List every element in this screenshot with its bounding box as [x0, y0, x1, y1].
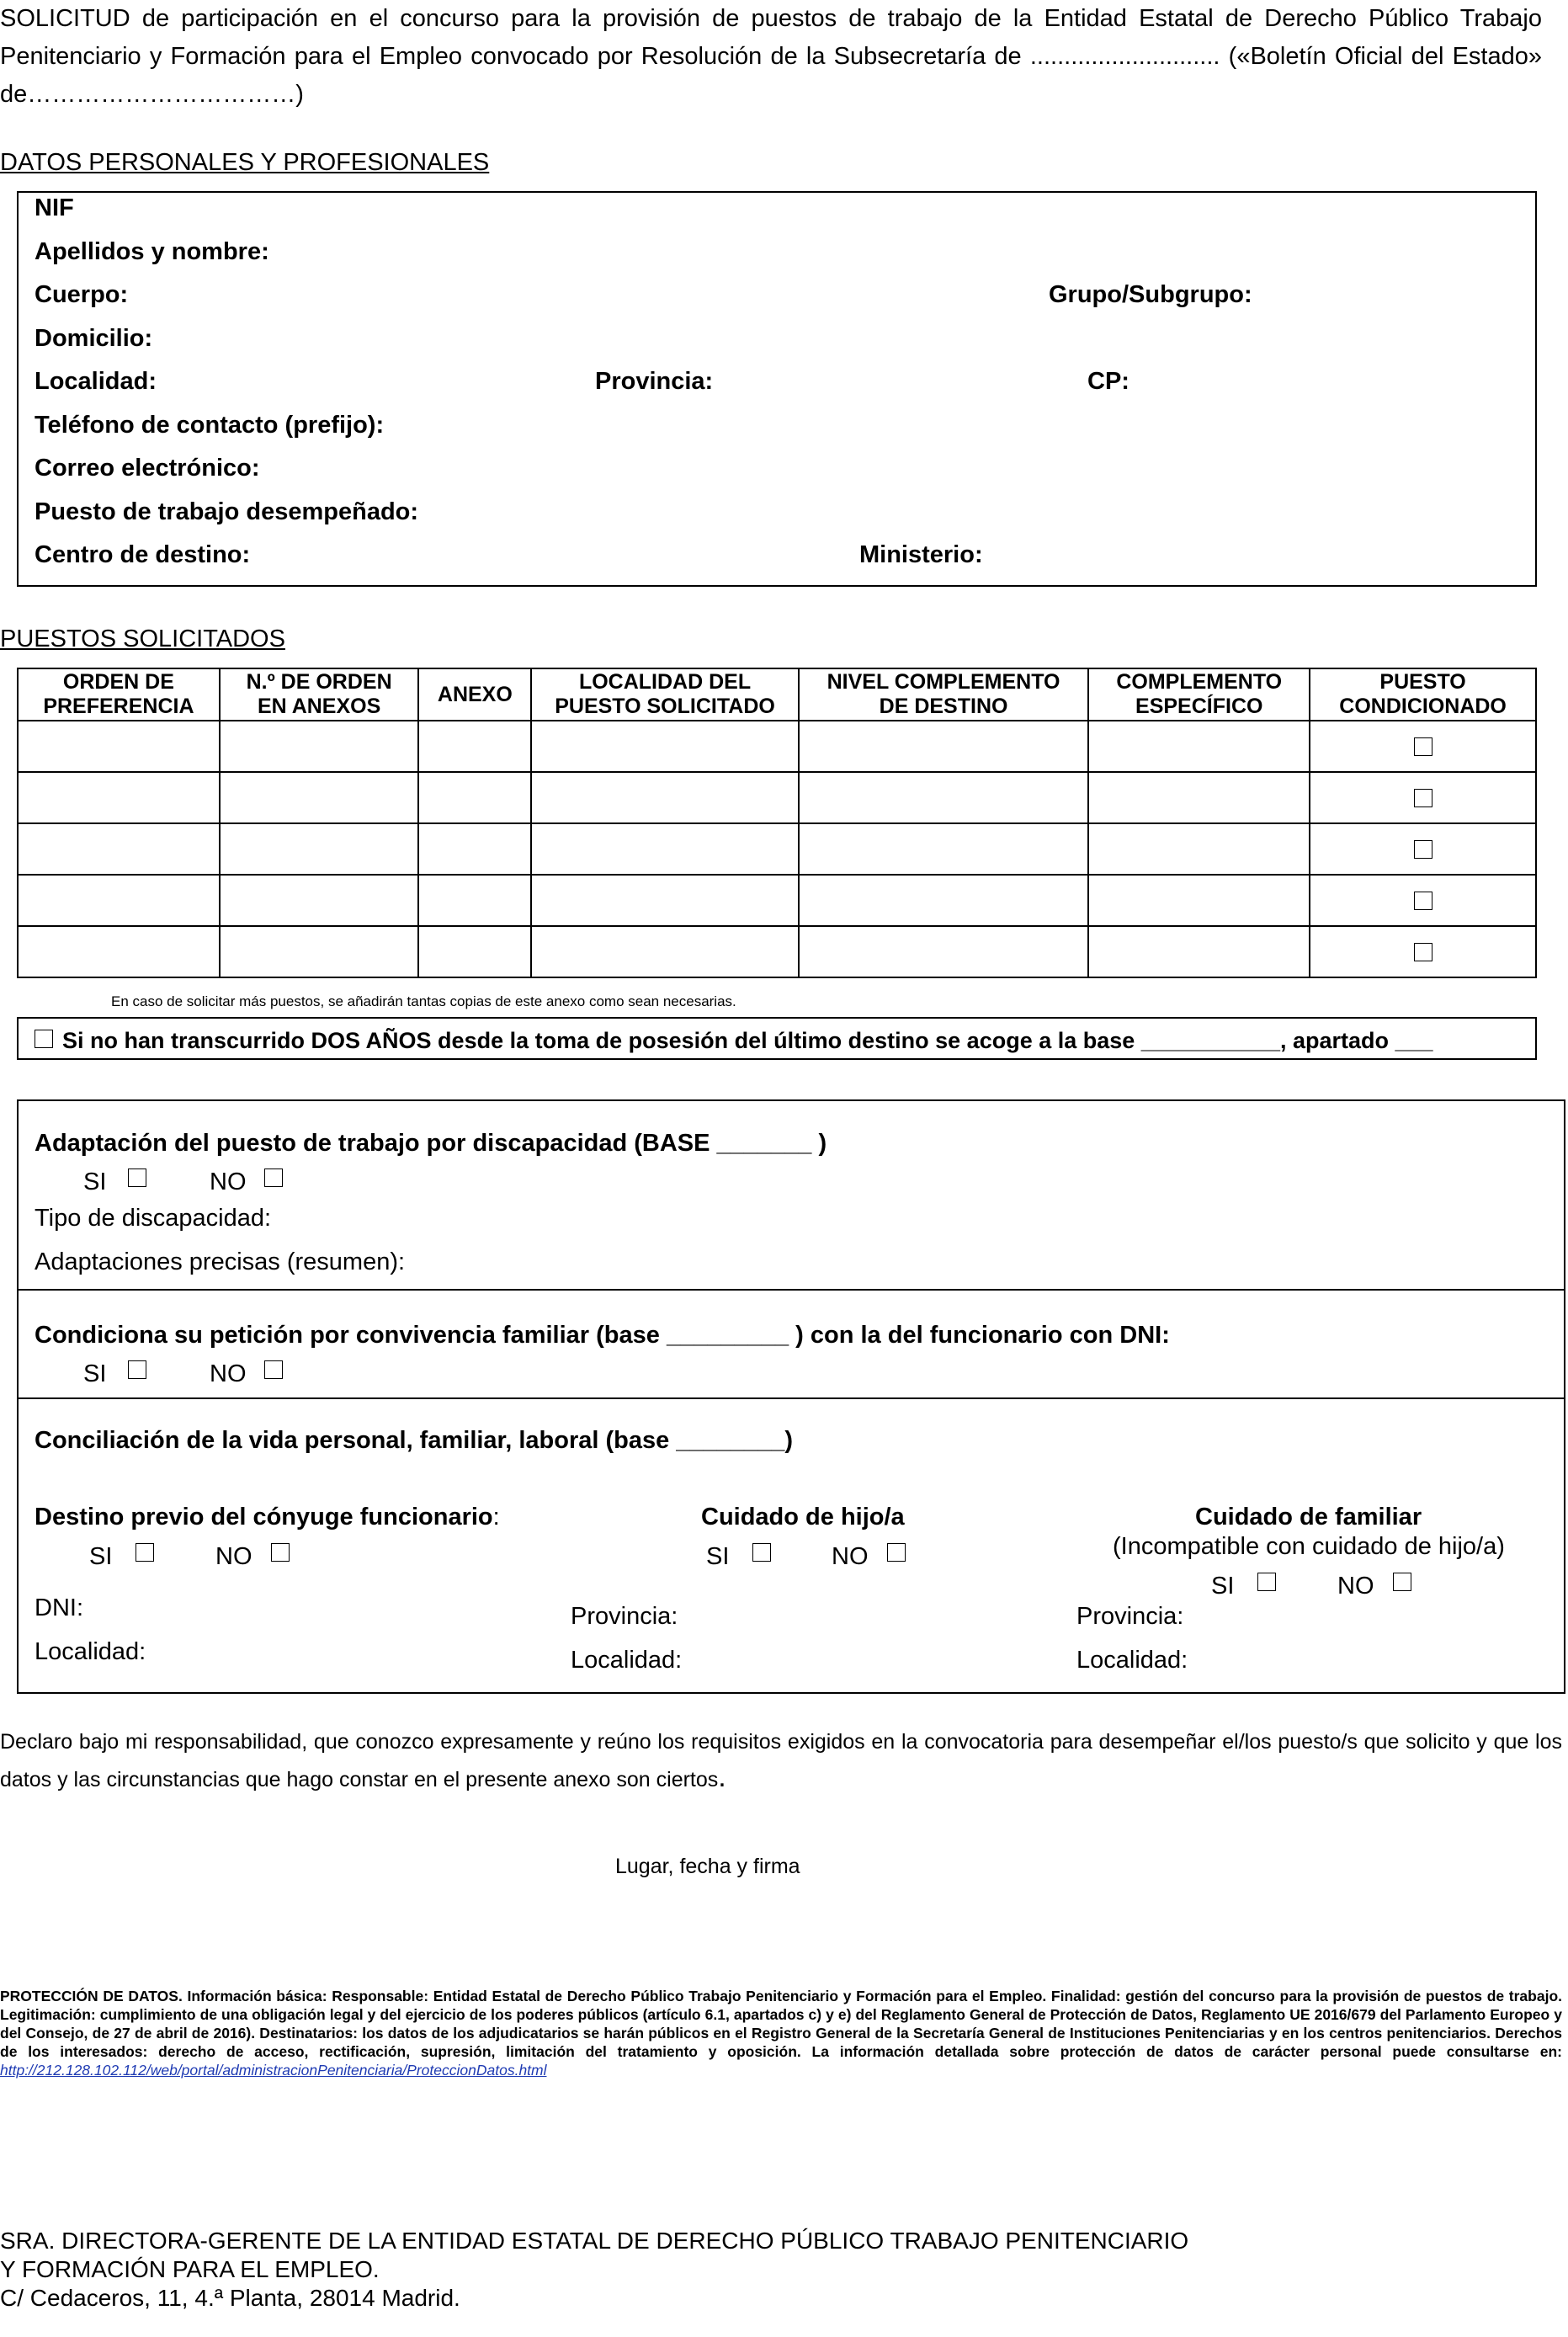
condicionado-checkbox[interactable]	[1414, 789, 1432, 807]
apellidos-label: Apellidos y nombre:	[35, 238, 269, 265]
familiar-localidad-label: Localidad:	[1076, 1647, 1188, 1674]
table-row	[18, 721, 1536, 772]
cell-especifico[interactable]	[1088, 875, 1310, 926]
intro-text-2: («Boletín Oficial del Estado» de……………………………)	[0, 43, 1542, 108]
divider-line	[17, 1017, 1537, 1019]
header-complemento-especifico: COMPLEMENTO ESPECÍFICO	[1088, 668, 1310, 721]
recipient-address	[0, 2227, 1188, 2313]
conyuge-si-checkbox[interactable]	[136, 1543, 154, 1562]
condicionado-checkbox[interactable]	[1414, 892, 1432, 910]
convivencia-no-label: NO	[210, 1360, 247, 1387]
adaptacion-si-label: SI	[83, 1168, 107, 1195]
cell-n-orden[interactable]	[220, 926, 419, 977]
puestos-section-title: PUESTOS SOLICITADOS	[0, 626, 285, 652]
table-header-row	[18, 668, 1536, 721]
cell-n-orden[interactable]	[220, 875, 419, 926]
divider-line	[17, 1397, 1565, 1399]
data-protection-notice: PROTECCIÓN DE DATOS. Información básica: Responsable: Entidad Estatal de Derecho Público Trabajo Penitenciario y Formación para el Empleo. Finalidad: gestión del concurso para la provisión de puestos de trabajo. Legitimación: cumplimiento de una obligación legal y del ejercicio de los poderes públicos (artículo 6.1, apartados c) y e) del Reglamento General de Protección de Datos, Reglamento UE 2016/679 del Parlamento Europeo y del Consejo, de 27 de abril de 2016). Destinatarios: los datos de los adjudicatarios se harán públicos en el Registro General de la Secretaría General de Instituciones Penitenciarias y en los centros penitenciarios. Derechos de los interesados: derecho de acceso, rectificación, supresión, limitación del tratamiento y oposición. La información detallada sobre protección de datos de carácter personal puede consultarse en: http://212.128.102.112/web/portal/administracionPenitenciaria/ProteccionDatos.html	[0, 1988, 1562, 2079]
convivencia-no-checkbox[interactable]	[264, 1360, 283, 1379]
telefono-label: Teléfono de contacto (prefijo):	[35, 412, 385, 439]
familiar-no-label: NO	[1337, 1573, 1374, 1600]
table-row	[18, 875, 1536, 926]
conciliacion-title: Conciliación de la vida personal, familiar, laboral (base ________)	[35, 1427, 793, 1454]
familiar-no-checkbox[interactable]	[1393, 1573, 1411, 1591]
recipient-line-1: SRA. DIRECTORA-GERENTE DE LA ENTIDAD ESTATAL DE DERECHO PÚBLICO TRABAJO PENITENCIARIO	[0, 2228, 1189, 2254]
cell-orden[interactable]	[18, 721, 220, 772]
data-protection-link[interactable]: http://212.128.102.112/web/portal/administracionPenitenciaria/ProteccionDatos.html	[0, 2062, 547, 2079]
cell-nivel[interactable]	[799, 721, 1089, 772]
recipient-line-3: C/ Cedaceros, 11, 4.ª Planta, 28014 Madrid.	[0, 2285, 460, 2311]
convivencia-si-label: SI	[83, 1360, 107, 1387]
cell-orden[interactable]	[18, 875, 220, 926]
tipo-discapacidad-label: Tipo de discapacidad:	[35, 1205, 272, 1232]
header-puesto-condicionado: PUESTO CONDICIONADO	[1310, 668, 1536, 721]
cell-anexo[interactable]	[418, 875, 531, 926]
cell-localidad[interactable]	[531, 875, 799, 926]
cell-especifico[interactable]	[1088, 926, 1310, 977]
table-row	[18, 823, 1536, 875]
divider-line	[17, 1058, 1537, 1060]
adaptaciones-label: Adaptaciones precisas (resumen):	[35, 1248, 406, 1275]
cell-condicionado	[1310, 721, 1536, 772]
adaptacion-si-checkbox[interactable]	[128, 1168, 146, 1187]
intro-paragraph	[0, 0, 1542, 114]
personal-section-title: DATOS PERSONALES Y PROFESIONALES	[0, 149, 490, 176]
cell-anexo[interactable]	[418, 772, 531, 823]
cell-orden[interactable]	[18, 823, 220, 875]
intro-text-1: SOLICITUD de participación en el concurso para la provisión de puestos de trabajo de la Entidad Estatal de Derecho Público Trabajo Penitenciario y Formación para el Empleo convocado por Resolución de la Subsecretaría de ............................	[0, 5, 1542, 70]
convivencia-si-checkbox[interactable]	[128, 1360, 146, 1379]
header-nivel-complemento: NIVEL COMPLEMENTO DE DESTINO	[799, 668, 1089, 721]
condicionado-checkbox[interactable]	[1414, 840, 1432, 859]
cell-orden[interactable]	[18, 926, 220, 977]
cell-anexo[interactable]	[418, 823, 531, 875]
cell-localidad[interactable]	[531, 772, 799, 823]
cell-anexo[interactable]	[418, 721, 531, 772]
adaptacion-no-checkbox[interactable]	[264, 1168, 283, 1187]
condicionado-checkbox[interactable]	[1414, 943, 1432, 961]
convivencia-title: Condiciona su petición por convivencia familiar (base _________ ) con la del funcionario con DNI:	[35, 1322, 1170, 1349]
cell-n-orden[interactable]	[220, 721, 419, 772]
hijo-no-label: NO	[832, 1543, 869, 1570]
cell-nivel[interactable]	[799, 875, 1089, 926]
cell-especifico[interactable]	[1088, 721, 1310, 772]
cuerpo-label: Cuerpo:	[35, 281, 129, 308]
cp-label: CP:	[1087, 368, 1129, 395]
conyuge-title: Destino previo del cónyuge funcionario:	[35, 1504, 500, 1530]
condicionado-checkbox[interactable]	[1414, 737, 1432, 756]
cell-localidad[interactable]	[531, 823, 799, 875]
cell-nivel[interactable]	[799, 823, 1089, 875]
table-row	[18, 772, 1536, 823]
hijo-si-label: SI	[706, 1543, 730, 1570]
cell-anexo[interactable]	[418, 926, 531, 977]
cell-n-orden[interactable]	[220, 772, 419, 823]
familiar-si-checkbox[interactable]	[1257, 1573, 1276, 1591]
cell-n-orden[interactable]	[220, 823, 419, 875]
hijo-title: Cuidado de hijo/a	[701, 1504, 905, 1530]
header-orden-anexos: N.º DE ORDEN EN ANEXOS	[220, 668, 419, 721]
domicilio-label: Domicilio:	[35, 325, 153, 352]
cell-condicionado	[1310, 926, 1536, 977]
circumstances-box	[17, 1099, 1565, 1694]
ministerio-label: Ministerio:	[859, 541, 983, 568]
conyuge-no-label: NO	[215, 1543, 252, 1570]
cell-condicionado	[1310, 875, 1536, 926]
dos-anos-checkbox-wrap	[35, 1030, 53, 1048]
puesto-label: Puesto de trabajo desempeñado:	[35, 498, 419, 525]
cell-localidad[interactable]	[531, 926, 799, 977]
localidad-label: Localidad:	[35, 368, 157, 395]
header-anexo: ANEXO	[418, 668, 531, 721]
cell-condicionado	[1310, 772, 1536, 823]
familiar-title: Cuidado de familiar	[1195, 1504, 1422, 1530]
puestos-table	[17, 668, 1537, 978]
hijo-no-checkbox[interactable]	[887, 1543, 906, 1562]
table-row	[18, 926, 1536, 977]
familiar-si-label: SI	[1211, 1573, 1235, 1600]
hijo-localidad-label: Localidad:	[571, 1647, 683, 1674]
cell-nivel[interactable]	[799, 926, 1089, 977]
conyuge-localidad-label: Localidad:	[35, 1638, 146, 1665]
cell-especifico[interactable]	[1088, 772, 1310, 823]
adaptacion-title: Adaptación del puesto de trabajo por discapacidad (BASE _______ )	[35, 1130, 827, 1157]
cell-localidad[interactable]	[531, 721, 799, 772]
conyuge-no-checkbox[interactable]	[271, 1543, 290, 1562]
centro-label: Centro de destino:	[35, 541, 251, 568]
header-localidad: LOCALIDAD DEL PUESTO SOLICITADO	[531, 668, 799, 721]
divider-line	[17, 1289, 1565, 1291]
recipient-line-2: Y FORMACIÓN PARA EL EMPLEO.	[0, 2256, 380, 2282]
more-puestos-note: En caso de solicitar más puestos, se añadirán tantas copias de este anexo como sean necesarias.	[111, 993, 736, 1009]
conyuge-si-label: SI	[89, 1543, 113, 1570]
cell-nivel[interactable]	[799, 772, 1089, 823]
divider-line	[17, 1017, 19, 1060]
hijo-provincia-label: Provincia:	[571, 1603, 678, 1630]
conyuge-dni-label: DNI:	[35, 1594, 83, 1621]
familiar-provincia-label: Provincia:	[1076, 1603, 1184, 1630]
provincia-label: Provincia:	[595, 368, 714, 395]
hijo-si-checkbox[interactable]	[752, 1543, 771, 1562]
cell-condicionado	[1310, 823, 1536, 875]
dos-anos-checkbox[interactable]	[35, 1030, 53, 1048]
dos-anos-text: Si no han transcurrido DOS AÑOS desde la toma de posesión del último destino se acoge a la base ___________, apartado ___	[62, 1028, 1433, 1053]
header-orden-preferencia: ORDEN DE PREFERENCIA	[18, 668, 220, 721]
adaptacion-no-label: NO	[210, 1168, 247, 1195]
signature-label: Lugar, fecha y firma	[615, 1855, 800, 1878]
divider-line	[1535, 1017, 1537, 1060]
cell-especifico[interactable]	[1088, 823, 1310, 875]
declaration-text: Declaro bajo mi responsabilidad, que conozco expresamente y reúno los requisitos exigidos en la convocatoria para desempeñar el/los puesto/s que solicito y que los datos y las circunstancias que hago constar en el presente anexo son ciertos.	[0, 1730, 1562, 1793]
familiar-note: (Incompatible con cuidado de hijo/a)	[1113, 1533, 1505, 1560]
nif-label: NIF	[35, 194, 74, 221]
grupo-label: Grupo/Subgrupo:	[1049, 281, 1252, 308]
cell-orden[interactable]	[18, 772, 220, 823]
correo-label: Correo electrónico:	[35, 455, 260, 482]
